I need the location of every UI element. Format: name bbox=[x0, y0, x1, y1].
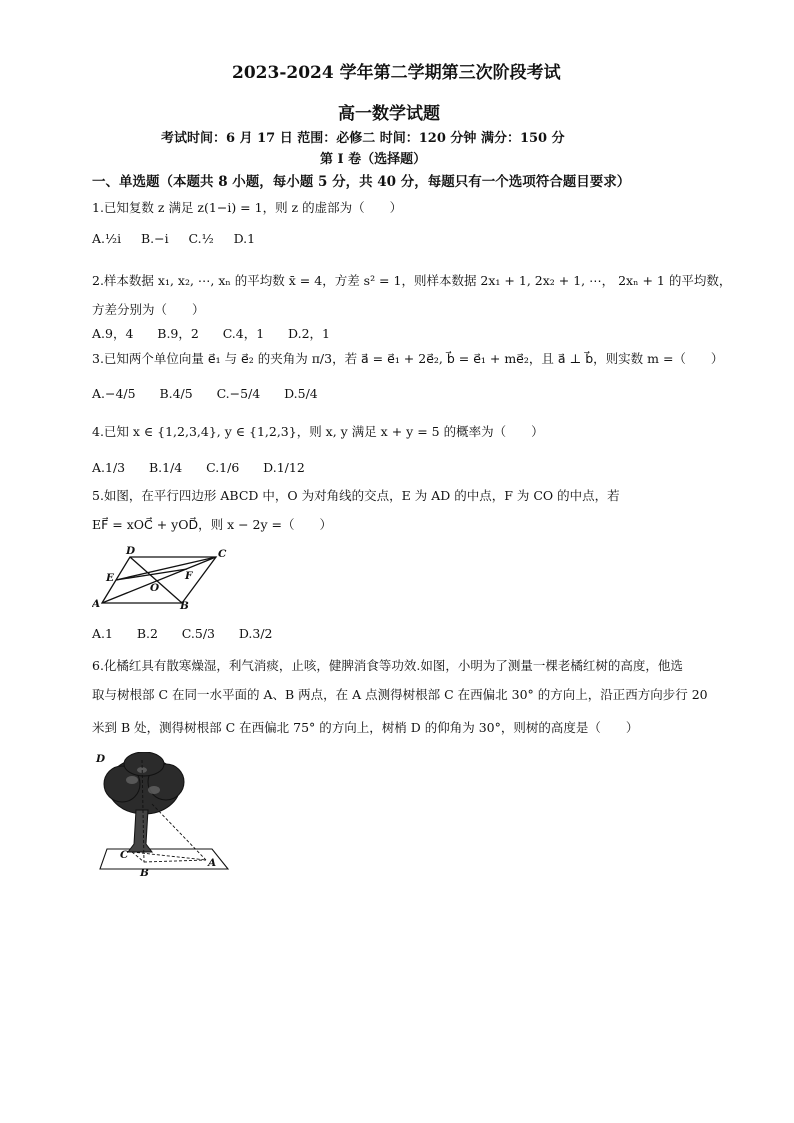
option-d: D.1/12 bbox=[263, 460, 305, 475]
label-c: C bbox=[218, 548, 227, 560]
tree-figure bbox=[92, 752, 232, 880]
option-b: B.1/4 bbox=[148, 460, 183, 475]
question-5-stem-line1: 5.如图，在平行四边形 ABCD 中，O 为对角线的交点，E 为 AD 的中点，F 为 CO 的中点，若 bbox=[92, 488, 620, 503]
label-a: A bbox=[92, 598, 101, 610]
question-6-stem-line3: 米到 B 处，测得树根部 C 在西偏北 75° 的方向上，树梢 D 的仰角为 30°，则树的高度是（ ） bbox=[92, 720, 639, 735]
label-c: C bbox=[120, 849, 129, 861]
option-d: D.2，1 bbox=[288, 326, 330, 341]
option-d: D.1 bbox=[233, 231, 256, 246]
option-c: C.4，1 bbox=[222, 326, 265, 341]
question-3-stem: 3.已知两个单位向量 e⃗₁ 与 e⃗₂ 的夹角为 π/3，若 a⃗ = e⃗₁ + 2e⃗₂, b⃗ = e⃗₁ + me⃗₂，且 a⃗ ⊥ b⃗，则实数 m =（ ） bbox=[92, 351, 724, 366]
label-b: B bbox=[140, 867, 149, 879]
question-5-options bbox=[92, 626, 273, 641]
parallelogram-figure bbox=[92, 545, 232, 610]
exam-subtitle: 高一数学试题 bbox=[338, 104, 440, 124]
question-4-stem: 4.已知 x ∈ {1,2,3,4}, y ∈ {1,2,3}，则 x, y 满足 x + y = 5 的概率为（ ） bbox=[92, 424, 544, 439]
exam-info: 考试时间：6 月 17 日 范围：必修二 时间：120 分钟 满分：150 分 bbox=[161, 131, 565, 146]
line-c-to-a bbox=[132, 852, 206, 860]
option-a: A.½i bbox=[92, 231, 122, 246]
question-2-stem-line1: 2.样本数据 x₁, x₂, ⋯, xₙ 的平均数 x̄ = 4，方差 s² = 1，则样本数据 2x₁ + 1, 2x₂ + 1, ⋯， 2xₙ + 1 的平均数， bbox=[92, 273, 732, 288]
tree-trunk bbox=[128, 810, 152, 852]
diagonal-bd bbox=[130, 557, 182, 603]
label-d: D bbox=[96, 753, 106, 765]
label-a: A bbox=[208, 857, 217, 869]
option-b: B.2 bbox=[136, 626, 158, 641]
option-c: C.1/6 bbox=[206, 460, 240, 475]
option-b: B.9，2 bbox=[157, 326, 199, 341]
option-d: D.5/4 bbox=[284, 386, 318, 401]
option-a: A.9，4 bbox=[92, 326, 134, 341]
option-d: D.3/2 bbox=[238, 626, 273, 641]
label-o: O bbox=[150, 582, 160, 594]
question-2-stem-line2: 方差分别为（ ） bbox=[92, 302, 205, 317]
question-4-options bbox=[92, 460, 305, 475]
line-b-to-a bbox=[144, 860, 206, 862]
question-6-stem-line2: 取与树根部 C 在同一水平面的 A、B 两点，在 A 点测得树根部 C 在西偏北 30° 的方向上，沿正西方向步行 20 bbox=[92, 687, 708, 702]
question-5-stem-line2: EF⃗ = xOC⃗ + yOD⃗，则 x − 2y =（ ） bbox=[92, 517, 333, 532]
question-1-stem: 1.已知复数 z 满足 z(1−i) = 1，则 z 的虚部为（ ） bbox=[92, 200, 403, 215]
question-1-options bbox=[92, 231, 255, 246]
option-a: A.−4/5 bbox=[92, 386, 136, 401]
question-6-stem-line1: 6.化橘红具有散寒燥湿，利气消痰，止咳，健脾消食等功效.如图，小明为了测量一棵老橘红树的高度，他选 bbox=[92, 658, 683, 673]
option-a: A.1 bbox=[92, 626, 113, 641]
question-2-options bbox=[92, 324, 330, 342]
tree-crown bbox=[104, 752, 184, 814]
question-3-options bbox=[92, 386, 318, 401]
exam-title: 2023-2024 学年第二学期第三次阶段考试 bbox=[232, 63, 561, 83]
segment-ef bbox=[116, 569, 187, 580]
part-heading: 第 I 卷（选择题） bbox=[320, 152, 427, 167]
option-b: B.−i bbox=[141, 231, 169, 246]
section-heading: 一、单选题（本题共 8 小题，每小题 5 分，共 40 分，每题只有一个选项符合题目要求） bbox=[92, 174, 631, 190]
label-e: E bbox=[106, 572, 115, 584]
option-a: A.1/3 bbox=[92, 460, 126, 475]
option-c: C.5/3 bbox=[181, 626, 215, 641]
line-top-to-a bbox=[152, 804, 206, 860]
option-b: B.4/5 bbox=[159, 386, 193, 401]
option-c: C.−5/4 bbox=[216, 386, 261, 401]
label-b: B bbox=[180, 600, 189, 610]
label-d: D bbox=[126, 545, 136, 557]
option-c: C.½ bbox=[188, 231, 214, 246]
label-f: F bbox=[185, 570, 193, 582]
